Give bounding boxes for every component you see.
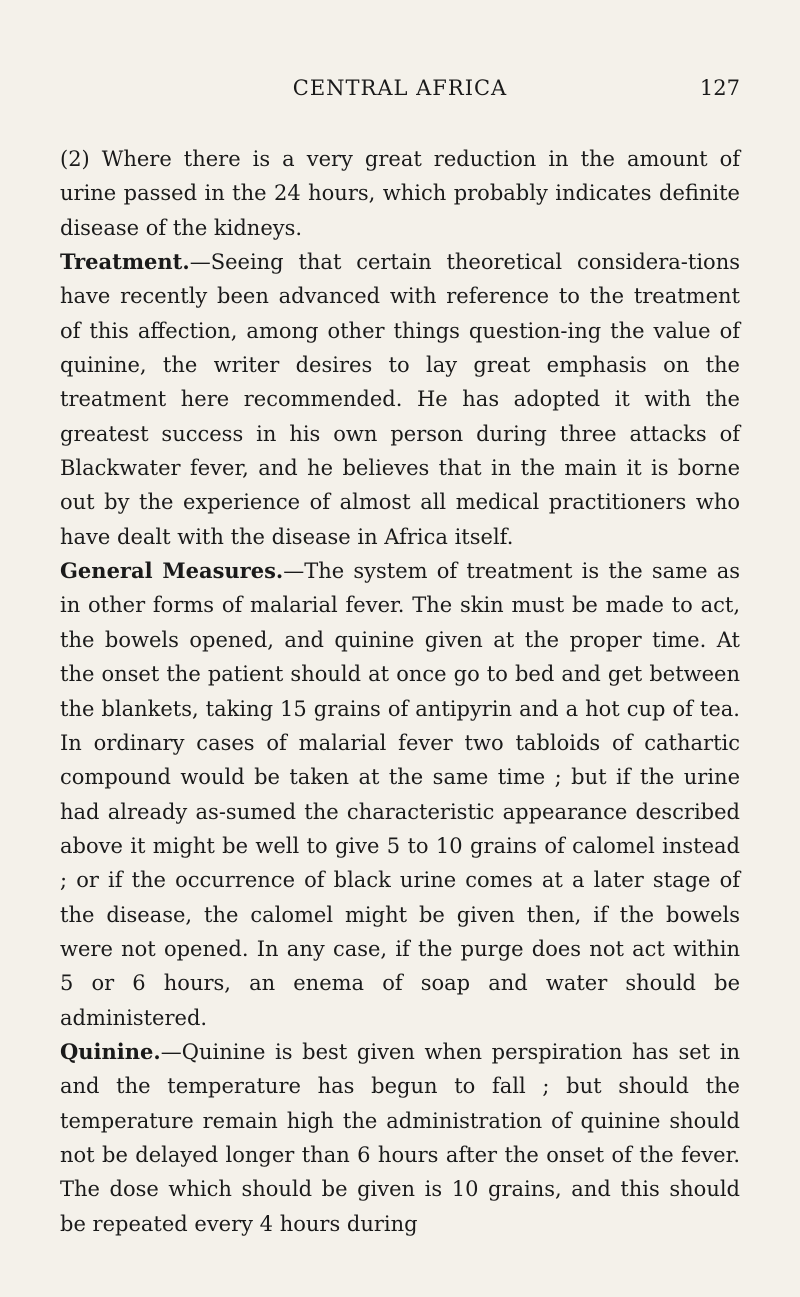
paragraph-text: —Seeing that certain theoretical considera-tions have recently been advanced with reference to the treatment of this affection, among other things question-ing the value of quinine, the writer desires to lay great emphasis on the treatment here recommended. He has adopted it with the greatest success in his own person during three attacks of Blackwater fever, and he believes that in the main it is borne out by the experience of almost all medical practitioners who have dealt with the disease in Africa itself. [60, 250, 740, 549]
section-heading-general-measures: General Measures. [60, 558, 284, 584]
paragraph-kidney-reduction [60, 142, 740, 245]
page-number: 127 [699, 76, 740, 100]
paragraph-treatment [60, 245, 740, 554]
paragraph-quinine [60, 1035, 740, 1241]
paragraph-text: —The system of treatment is the same as in other forms of malarial fever. The skin must be made to act, the bowels opened, and quinine given at the proper time. At the onset the patient should at once go to bed and get between the blankets, taking 15 grains of antipyrin and a hot cup of tea. In ordinary cases of malarial fever two tabloids of cathartic compound would be taken at the same time ; but if the urine had already as-sumed the characteristic appearance described above it might be well to give 5 to 10 grains of calomel instead ; or if the occurrence of black urine comes at a later stage of the disease, the calomel might be given then, if the bowels were not opened. In any case, if the purge does not act within 5 or 6 hours, an enema of soap and water should be administered. [60, 559, 740, 1030]
paragraph-text: —Quinine is best given when perspiration has set in and the temperature has begun to fall ; but should the temperature remain high the administration of quinine should not be delayed longer than 6 hours after the onset of the fever. The dose which should be given is 10 grains, and this should be repeated every 4 hours during [60, 1039, 740, 1236]
body-text [60, 142, 740, 1241]
section-heading-treatment: Treatment. [60, 249, 190, 275]
section-heading-quinine: Quinine. [60, 1038, 161, 1064]
paragraph-text: (2) Where there is a very great reduction in the amount of urine passed in the 24 hours, which probably indicates definite disease of the kidneys. [60, 147, 740, 240]
running-head [60, 68, 740, 108]
running-title: CENTRAL AFRICA [292, 76, 508, 100]
paragraph-general-measures [60, 554, 740, 1035]
